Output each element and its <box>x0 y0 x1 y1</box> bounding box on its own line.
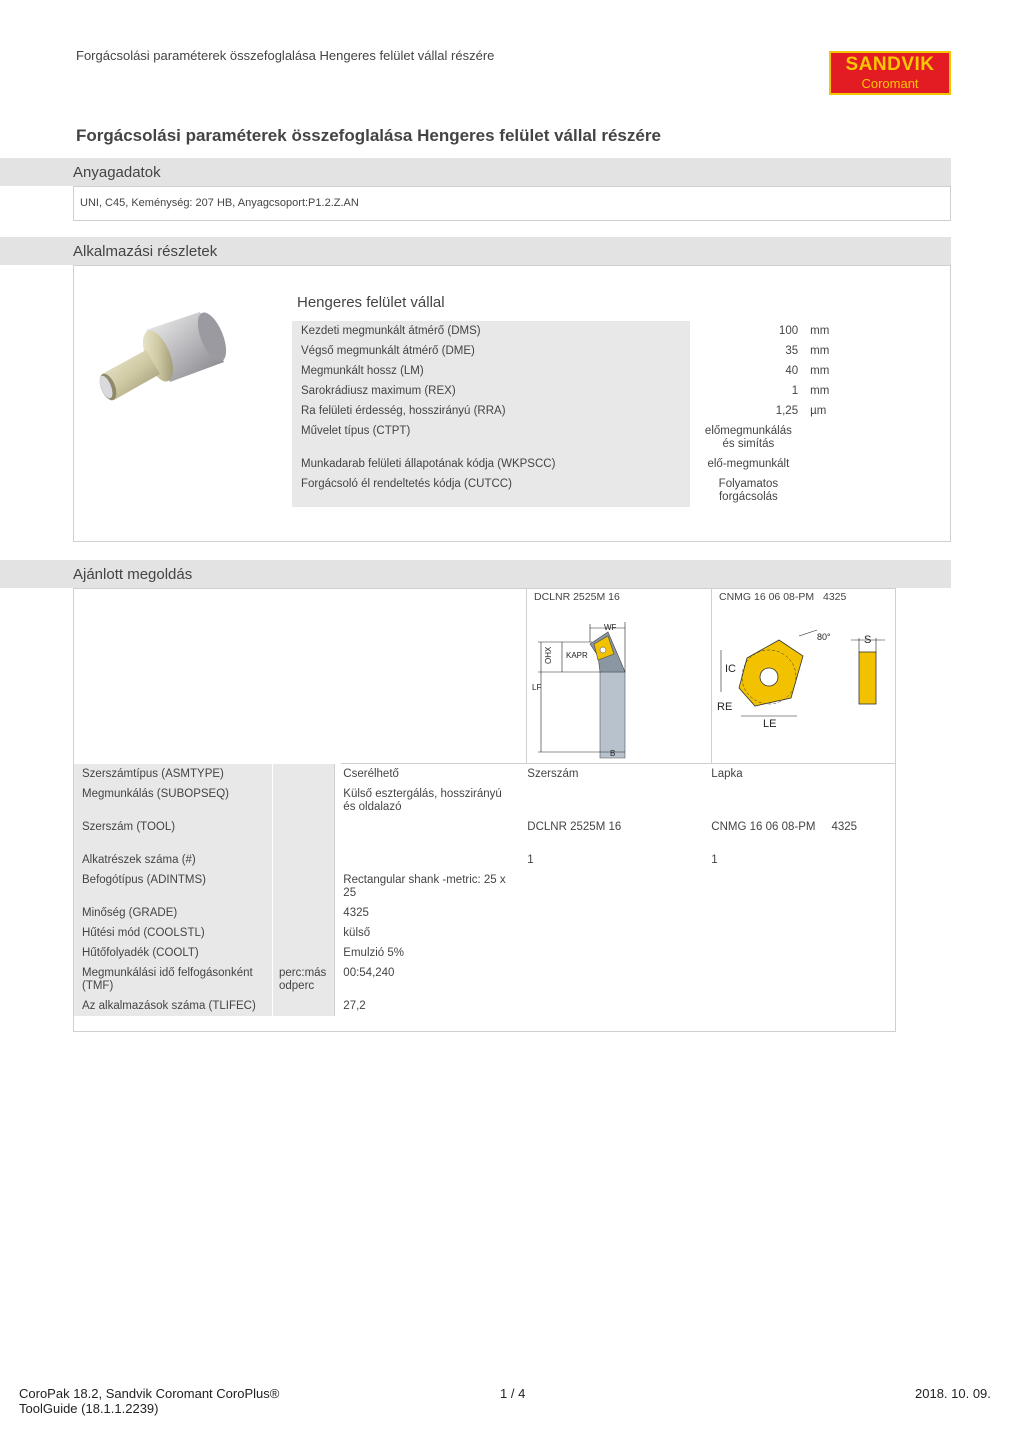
material-text: UNI, C45, Keménység: 207 HB, Anyagcsoport:P1.2.Z.AN <box>80 197 359 209</box>
param-row <box>292 361 862 381</box>
row-label: Hűtőfolyadék (COOLT) <box>74 943 273 963</box>
param-row <box>292 474 862 507</box>
row-value-common <box>335 817 520 850</box>
insert-grade-heading: 4325 <box>823 591 847 603</box>
section-solution-header <box>0 560 951 588</box>
param-value: elő-megmunkált <box>707 458 790 470</box>
solution-row <box>74 996 895 1016</box>
param-unit: mm <box>810 345 830 357</box>
solution-row <box>74 817 895 850</box>
tool-code-heading: DCLNR 2525M 16 <box>534 591 620 603</box>
row-value-insert <box>703 784 894 817</box>
param-row <box>292 341 862 361</box>
row-value-insert: 1 <box>711 854 718 866</box>
label-ic: IC <box>725 663 736 675</box>
row-label: Befogótípus (ADINTMS) <box>74 870 273 903</box>
row-unit <box>273 850 335 870</box>
tool-holder-diagram <box>528 612 628 760</box>
label-b: B <box>610 749 616 758</box>
solution-table <box>74 764 895 1016</box>
param-name: Megmunkált hossz (LM) <box>292 361 690 381</box>
logo-line-2: Coromant <box>861 76 919 91</box>
param-name: Sarokrádiusz maximum (REX) <box>292 381 690 401</box>
param-unit: µm <box>810 405 827 417</box>
row-value-insert <box>703 923 894 943</box>
row-value-common: Emulzió 5% <box>335 943 520 963</box>
solution-row <box>74 850 895 870</box>
row-value-insert <box>703 963 894 996</box>
row-value-tool: Szerszám <box>527 768 579 780</box>
sandvik-logo <box>829 51 951 95</box>
param-row <box>292 321 862 341</box>
footer-page-number: 1 / 4 <box>500 1386 526 1401</box>
row-value-tool <box>519 784 703 817</box>
row-value-insert <box>703 943 894 963</box>
solution-row <box>74 963 895 996</box>
solution-row <box>74 903 895 923</box>
solution-row <box>74 923 895 943</box>
row-unit <box>273 996 335 1016</box>
param-value: 1,25 <box>775 405 799 417</box>
row-label: Megmunkálás (SUBOPSEQ) <box>74 784 273 817</box>
document-title: Forgácsolási paraméterek összefoglalása Hengeres felület vállal részére <box>76 126 661 145</box>
row-unit <box>273 923 335 943</box>
param-unit: mm <box>810 365 830 377</box>
solution-row <box>74 870 895 903</box>
row-value-tool: DCLNR 2525M 16 <box>527 821 622 833</box>
row-value-common: 27,2 <box>335 996 520 1016</box>
row-value-tool: 1 <box>527 854 534 866</box>
label-kapr: KAPR <box>566 651 588 660</box>
row-unit <box>273 784 335 817</box>
param-unit <box>800 421 862 454</box>
section-material-heading: Anyagadatok <box>73 164 161 181</box>
page-header-title: Forgácsolási paraméterek összefoglalása Hengeres felület vállal részére <box>76 48 495 63</box>
param-value: 1 <box>791 385 799 397</box>
logo-line-1: SANDVIK <box>845 54 935 75</box>
section-application-header <box>0 237 951 265</box>
row-value-common: Cserélhető <box>335 764 520 784</box>
row-value-tool <box>519 903 703 923</box>
row-unit: perc:más odperc <box>273 963 335 996</box>
param-value: 35 <box>785 345 799 357</box>
label-wf: WF <box>604 623 617 632</box>
insert-code-heading: CNMG 16 06 08-PM <box>719 591 815 603</box>
row-value-tool <box>519 923 703 943</box>
solution-row <box>74 943 895 963</box>
row-label: Hűtési mód (COOLSTL) <box>74 923 273 943</box>
row-value-tool <box>519 870 703 903</box>
param-unit <box>800 454 862 474</box>
param-value: Folyamatos forgácsolás <box>718 478 779 503</box>
row-value-insert <box>703 996 894 1016</box>
row-label: Alkatrészek száma (#) <box>74 850 273 870</box>
param-value: 100 <box>778 325 799 337</box>
param-name: Művelet típus (CTPT) <box>292 421 690 454</box>
row-label: Minőség (GRADE) <box>74 903 273 923</box>
param-name: Ra felületi érdesség, hosszirányú (RRA) <box>292 401 690 421</box>
param-name: Forgácsoló él rendeltetés kódja (CUTCC) <box>292 474 690 507</box>
param-name: Kezdeti megmunkált átmérő (DMS) <box>292 321 690 341</box>
row-value-tool <box>519 963 703 996</box>
label-re: RE <box>717 701 733 713</box>
application-subtitle: Hengeres felület vállal <box>297 294 445 311</box>
row-unit <box>273 870 335 903</box>
row-value-common: külső <box>335 923 520 943</box>
footer-date: 2018. 10. 09. <box>915 1386 991 1401</box>
row-label: Az alkalmazások száma (TLIFEC) <box>74 996 273 1016</box>
param-unit <box>800 474 862 507</box>
param-row <box>292 401 862 421</box>
footer-product-line-1: CoroPak 18.2, Sandvik Coromant CoroPlus® <box>19 1386 280 1401</box>
param-name: Végső megmunkált átmérő (DME) <box>292 341 690 361</box>
row-label: Megmunkálási idő felfogásonként (TMF) <box>74 963 273 996</box>
section-application-heading: Alkalmazási részletek <box>73 243 218 260</box>
row-label: Szerszámtípus (ASMTYPE) <box>74 764 273 784</box>
row-unit <box>273 903 335 923</box>
param-row <box>292 381 862 401</box>
row-value-common <box>335 850 520 870</box>
footer-product-line-2: ToolGuide (18.1.1.2239) <box>19 1401 159 1416</box>
workpiece-image <box>88 304 228 414</box>
solution-row <box>74 784 895 817</box>
row-value-insert <box>703 903 894 923</box>
param-name: Munkadarab felületi állapotának kódja (WKPSCC) <box>292 454 690 474</box>
solution-row <box>74 764 895 784</box>
row-value-common: 4325 <box>335 903 520 923</box>
insert-diagram <box>713 612 895 732</box>
label-angle: 80° <box>817 632 831 642</box>
label-ohx: OHX <box>544 646 553 664</box>
row-value-tool <box>519 996 703 1016</box>
row-value-insert: CNMG 16 06 08-PM 4325 <box>711 821 858 833</box>
param-value: 40 <box>785 365 799 377</box>
param-row <box>292 421 862 454</box>
label-s: S <box>864 634 872 646</box>
row-unit <box>273 817 335 850</box>
grid-divider <box>711 588 712 764</box>
param-value: előmegmunkálás és simítás <box>704 425 792 450</box>
param-unit: mm <box>810 325 830 337</box>
row-value-common: Külső esztergálás, hosszirányú és oldalazó <box>335 784 520 817</box>
param-row <box>292 454 862 474</box>
row-value-tool <box>519 943 703 963</box>
row-unit <box>273 764 335 784</box>
row-value-insert: Lapka <box>711 768 743 780</box>
parameters-table <box>292 321 862 507</box>
footer-product <box>19 1386 279 1416</box>
label-lf: LF <box>532 683 542 692</box>
grid-divider <box>526 588 527 764</box>
param-unit: mm <box>810 385 830 397</box>
row-value-common: Rectangular shank -metric: 25 x 25 <box>335 870 520 903</box>
row-unit <box>273 943 335 963</box>
row-value-common: 00:54,240 <box>335 963 520 996</box>
section-material-header <box>0 158 951 186</box>
row-label: Szerszám (TOOL) <box>74 817 273 850</box>
row-value-insert <box>703 870 894 903</box>
section-solution-heading: Ajánlott megoldás <box>73 566 193 583</box>
label-le: LE <box>763 718 777 730</box>
